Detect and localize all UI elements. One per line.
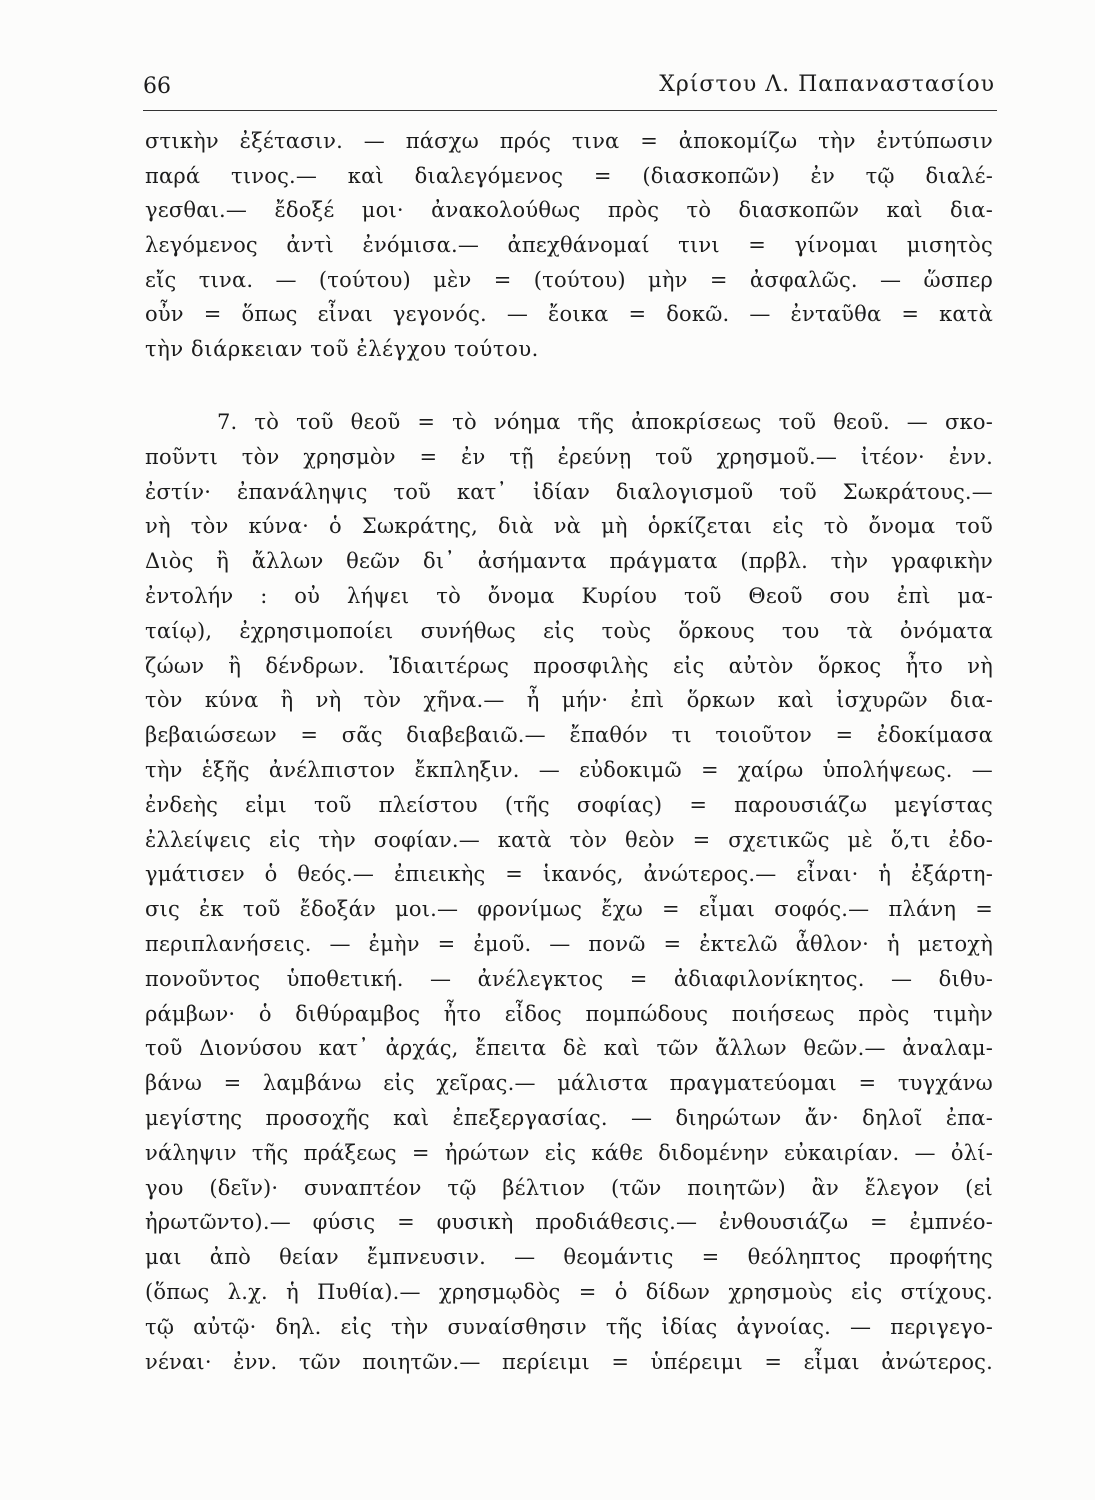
text-line: οὖν = ὅπως εἶναι γεγονός. — ἔοικα = δοκῶ. — ἐνταῦθα = κατὰ [145,302,993,327]
text-line: γεσθαι.— ἔδοξέ μοι· ἀνακολούθως πρὸς τὸ διασκοπῶν καὶ δια- [145,198,993,223]
text-line: ἠρωτῶντο).— φύσις = φυσικὴ προδιάθεσις.— ἐνθουσιάζω = ἐμπνέο- [145,1210,993,1235]
text-line: νάληψιν τῆς πράξεως = ἠρώτων εἰς κάθε διδομένην εὐκαιρίαν. — ὀλί- [145,1140,993,1165]
text-line: λεγόμενος ἀντὶ ἐνόμισα.— ἀπεχθάνομαί τινι = γίνομαι μισητὸς [145,233,993,258]
text-line: μαι ἀπὸ θείαν ἔμπνευσιν. — θεομάντις = θεόληπτος προφήτης [145,1245,993,1270]
text-line: τὴν ἑξῆς ἀνέλπιστον ἔκπληξιν. — εὐδοκιμῶ = χαίρω ὑπολήψεως. — [145,757,993,782]
text-line: σις ἐκ τοῦ ἔδοξάν μοι.— φρονίμως ἔχω = εἶμαι σοφός.— πλάνη = [145,897,993,922]
text-line: Διὸς ἢ ἄλλων θεῶν δι᾿ ἀσήμαντα πράγματα (πρβλ. τὴν γραφικὴν [145,549,993,574]
text-line: πονοῦντος ὑποθετική. — ἀνέλεγκτος = ἀδιαφιλονίκητος. — διθυ- [145,966,993,991]
text-line: τὴν διάρκειαν τοῦ ἐλέγχου τούτου. [145,337,539,362]
text-line: ἐλλείψεις εἰς τὴν σοφίαν.— κατὰ τὸν θεὸν = σχετικῶς μὲ ὅ,τι ἐδο- [145,827,993,852]
page-number: 66 [143,74,171,99]
text-line: εἴς τινα. — (τούτου) μὲν = (τούτου) μὴν = ἀσφαλῶς. — ὥσπερ [145,267,993,292]
text-line: βεβαιώσεων = σᾶς διαβεβαιῶ.— ἔπαθόν τι τοιοῦτον = ἐδοκίμασα [145,723,993,748]
text-line: ταίῳ), ἐχρησιμοποίει συνήθως εἰς τοὺς ὅρκους του τὰ ὀνόματα [145,618,993,643]
text-line: ποῦντι τὸν χρησμὸν = ἐν τῇ ἐρεύνῃ τοῦ χρησμοῦ.— ἰτέον· ἐνν. [145,444,993,469]
text-line: νὴ τὸν κύνα· ὁ Σωκράτης, διὰ νὰ μὴ ὁρκίζεται εἰς τὸ ὄνομα τοῦ [145,514,993,539]
text-line: βάνω = λαμβάνω εἰς χεῖρας.— μάλιστα πραγματεύομαι = τυγχάνω [145,1071,993,1096]
text-line: στικὴν ἐξέτασιν. — πάσχω πρός τινα = ἀποκομίζω τὴν ἐντύπωσιν [145,129,993,153]
text-line: ἐνδεὴς εἰμι τοῦ πλείστου (τῆς σοφίας) = παρουσιάζω μεγίστας [145,792,993,817]
text-line: γμάτισεν ὁ θεός.— ἐπιεικὴς = ἱκανός, ἀνώτερος.— εἶναι· ἡ ἐξάρτη- [145,862,993,887]
text-line: ἐντολήν : οὐ λήψει τὸ ὄνομα Κυρίου τοῦ Θεοῦ σου ἐπὶ μα- [145,583,993,608]
text-line: 7. τὸ τοῦ θεοῦ = τὸ νόημα τῆς ἀποκρίσεως τοῦ θεοῦ. — σκο- [217,410,993,434]
paragraph-2 [145,405,993,1379]
text-line: περιπλανήσεις. — ἐμὴν = ἐμοῦ. — πονῶ = ἐκτελῶ ἆθλον· ἡ μετοχὴ [145,931,993,956]
text-line: ζώων ἢ δένδρων. Ἰδιαιτέρως προσφιλὴς εἰς αὐτὸν ὅρκος ἦτο νὴ [145,653,993,678]
text-line: (ὅπως λ.χ. ἡ Πυθία).— χρησμῳδὸς = ὁ δίδων χρησμοὺς εἰς στίχους. [145,1279,993,1304]
text-line: μεγίστης προσοχῆς καὶ ἐπεξεργασίας. — διηρώτων ἄν· δηλοῖ ἐπα- [145,1105,993,1130]
page-header [143,68,995,102]
text-line: παρά τινος.— καὶ διαλεγόμενος = (διασκοπῶν) ἐν τῷ διαλέ- [145,163,993,188]
header-rule [143,110,997,111]
running-head: Χρίστου Λ. Παπαναστασίου [659,72,995,97]
text-line: ἐστίν· ἐπανάληψις τοῦ κατ᾿ ἰδίαν διαλογισμοῦ τοῦ Σωκράτους.— [145,479,993,504]
text-line: ράμβων· ὁ διθύραμβος ἦτο εἶδος πομπώδους ποιήσεως πρὸς τιμὴν [145,1001,993,1026]
text-line: τοῦ Διονύσου κατ᾿ ἀρχάς, ἔπειτα δὲ καὶ τῶν ἄλλων θεῶν.— ἀναλαμ- [145,1036,993,1061]
text-line: τῷ αὐτῷ· δηλ. εἰς τὴν συναίσθησιν τῆς ἰδίας ἀγνοίας. — περιγεγο- [145,1314,993,1339]
paragraph-1 [145,124,993,367]
text-line: τὸν κύνα ἢ νὴ τὸν χῆνα.— ἦ μήν· ἐπὶ ὅρκων καὶ ἰσχυρῶν δια- [145,688,993,713]
text-line: γου (δεῖν)· συναπτέον τῷ βέλτιον (τῶν ποιητῶν) ἂν ἔλεγον (εἰ [145,1175,993,1200]
text-line: νέναι· ἐνν. τῶν ποιητῶν.— περίειμι = ὑπέρειμι = εἶμαι ἀνώτερος. [145,1349,993,1374]
